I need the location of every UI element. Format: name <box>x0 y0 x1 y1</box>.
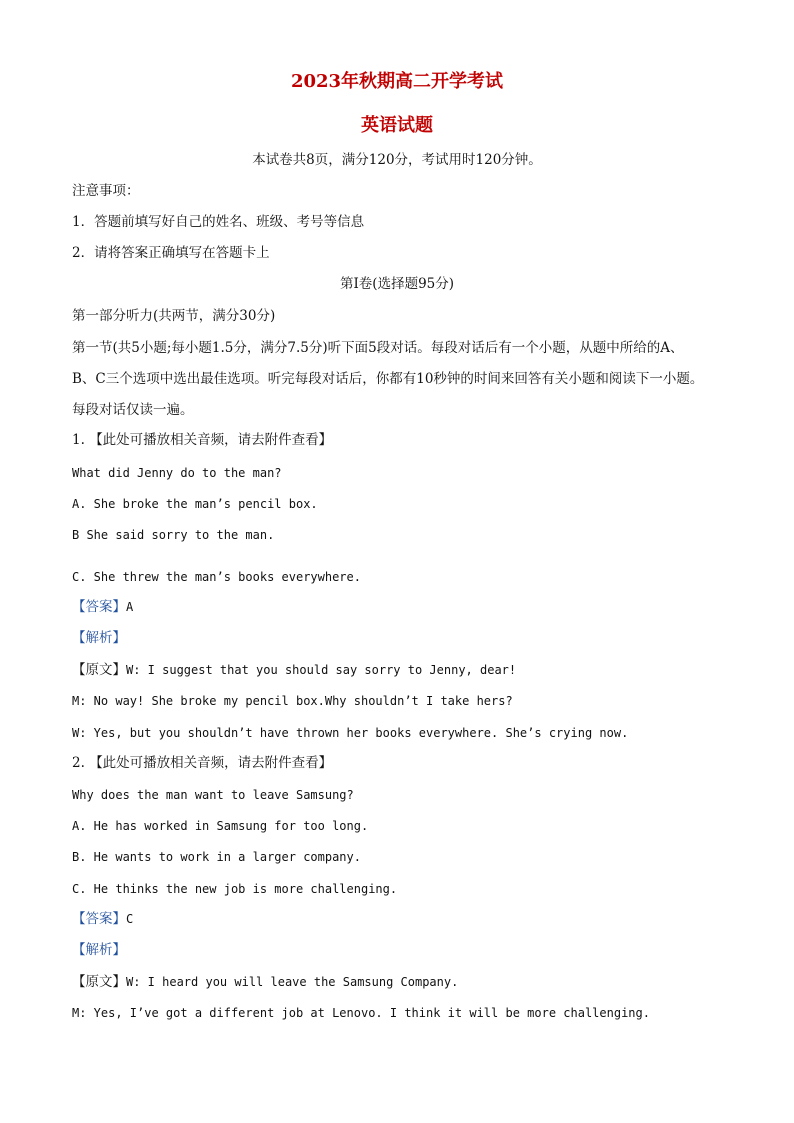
part-heading: 第一部分听力(共两节，满分30分) <box>72 308 276 324</box>
question-number: 1. <box>72 432 85 448</box>
audio-placeholder-link[interactable]: 【此处可播放相关音频，请去附件查看】 <box>89 432 333 448</box>
exam-title: 2023年秋期高二开学考试 <box>290 71 504 92</box>
notes-heading: 注意事项： <box>72 183 140 199</box>
answer-label: 【答案】 <box>72 599 126 615</box>
original-label: 【原文】 <box>72 974 126 990</box>
section-instruction: B、C三个选项中选出最佳选项。听完每段对话后，你都有10秒钟的时间来回答有关小题和阅读下一小题。 <box>72 371 704 387</box>
audio-placeholder-link[interactable]: 【此处可播放相关音频，请去附件查看】 <box>89 755 333 771</box>
notes-item: 1．答题前填写好自己的姓名、班级、考号等信息 <box>72 214 365 230</box>
answer-value: C <box>126 912 134 926</box>
volume-title: 第I卷(选择题95分) <box>339 276 455 292</box>
question-stem: Why does the man want to leave Samsung? <box>72 788 354 802</box>
analysis-label: 【解析】 <box>72 630 126 646</box>
option-c: C. He thinks the new job is more challenging. <box>72 882 398 896</box>
original-label: 【原文】 <box>72 662 126 678</box>
option-b: B She said sorry to the man. <box>72 528 275 542</box>
section-instruction: 第一节(共5小题;每小题1.5分，满分7.5分)听下面5段对话。每段对话后有一个小题，从题中所给的A、 <box>72 340 684 356</box>
exam-subtitle: 英语试题 <box>361 115 433 136</box>
option-c: C. She threw the man’s books everywhere. <box>72 570 361 584</box>
answer-row <box>72 909 752 929</box>
question-stem: What did Jenny do to the man? <box>72 466 282 480</box>
answer-label: 【答案】 <box>72 911 126 927</box>
transcript-line: 【原文】W: I heard you will leave the Samsung Company. <box>72 974 459 990</box>
question-header <box>72 753 752 773</box>
answer-value: A <box>126 600 134 614</box>
option-b: B. He wants to work in a larger company. <box>72 850 361 864</box>
transcript-line: 【原文】W: I suggest that you should say sorry to Jenny, dear! <box>72 662 517 678</box>
exam-info: 本试卷共8页，满分120分，考试用时120分钟。 <box>252 152 542 168</box>
transcript-line: W: Yes, but you shouldn’t have thrown her books everywhere. She’s crying now. <box>72 726 629 740</box>
section-instruction: 每段对话仅读一遍。 <box>72 402 194 418</box>
notes-item: 2．请将答案正确填写在答题卡上 <box>72 245 270 261</box>
question-number: 2. <box>72 755 85 771</box>
transcript-line: M: Yes, I’ve got a different job at Lenovo. I think it will be more challenging. <box>72 1006 650 1020</box>
analysis-label: 【解析】 <box>72 942 126 958</box>
option-a: A. She broke the man’s pencil box. <box>72 497 318 511</box>
question-header <box>72 430 752 450</box>
answer-row <box>72 597 752 617</box>
option-a: A. He has worked in Samsung for too long. <box>72 819 369 833</box>
transcript-line: M: No way! She broke my pencil box.Why shouldn’t I take hers? <box>72 694 513 708</box>
